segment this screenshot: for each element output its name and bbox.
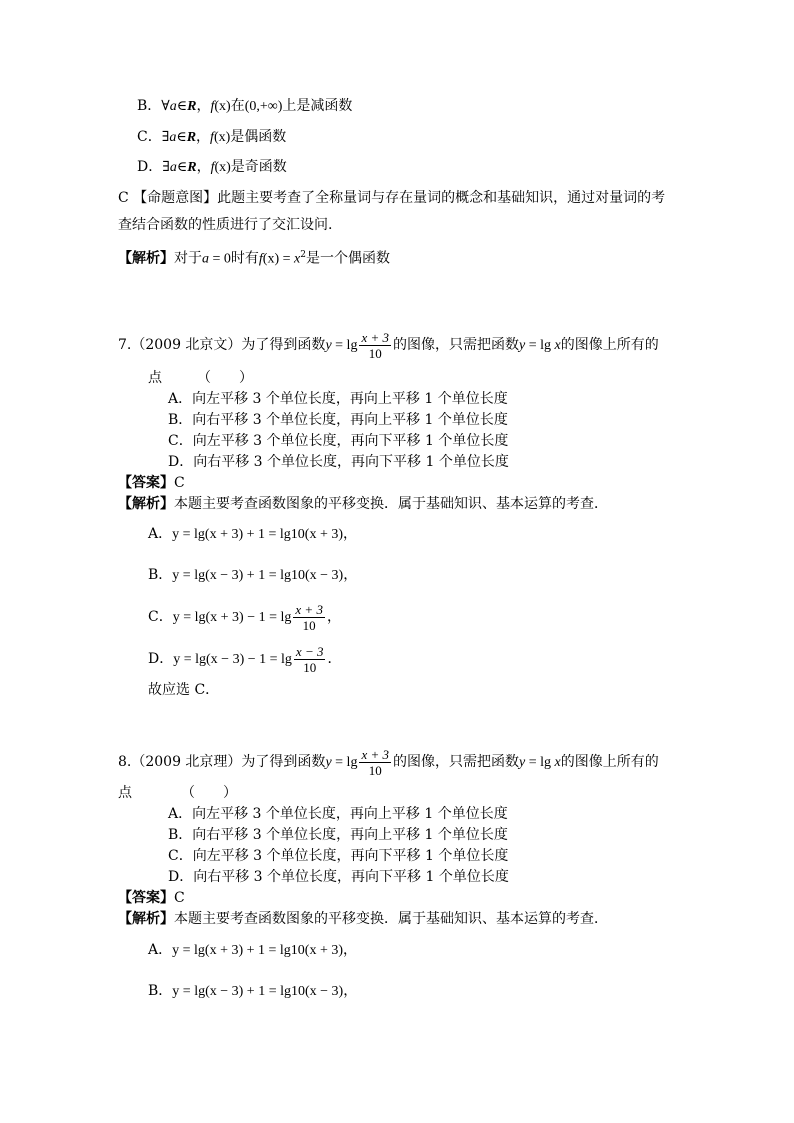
q6-intent-line-2: 查结合函数的性质进行了交汇设问. (118, 217, 333, 233)
q6-option-c: C．∃a∈R，f(x)是偶函数 (137, 129, 287, 145)
q8-solution-a: A．y = lg(x + 3) + 1 = lg10(x + 3)， (148, 942, 358, 958)
q7-solution-a: A．y = lg(x + 3) + 1 = lg10(x + 3)， (148, 526, 358, 542)
q8-analysis: 【解析】本题主要考查函数图象的平移变换．属于基础知识、基本运算的考查． (118, 911, 608, 927)
q8-fraction: $\frac{x + 3}{10}$ (361, 746, 389, 778)
q7-analysis: 【解析】本题主要考查函数图象的平移变换．属于基础知识、基本运算的考查． (118, 496, 608, 512)
q7-option-a: A．向左平移 3 个单位长度，再向上平移 1 个单位长度 (168, 391, 508, 407)
q7-solution-d: D．y = lg(x − 3) − 1 = lg $\frac{x - 3}{10}$ ． (148, 643, 342, 675)
q7-option-d: D．向右平移 3 个单位长度，再向下平移 1 个单位长度 (168, 454, 509, 470)
q7-stem-line-1: 7.（2009 北京文）为了得到函数y = lg $\frac{x + 3}{10}$ 的图像，只需把函数y = lg x的图像上所有的 (118, 329, 659, 361)
q6-analysis: 【解析】对于a = 0时有$f(x) = x^2$是一个偶函数 (118, 250, 390, 267)
q8-option-c: C．向左平移 3 个单位长度，再向下平移 1 个单位长度 (168, 848, 509, 864)
q8-option-a: A．向左平移 3 个单位长度，再向上平移 1 个单位长度 (168, 806, 508, 822)
q8-stem-line-1: 8.（2009 北京理）为了得到函数y = lg $\frac{x + 3}{10}$ 的图像，只需把函数y = lg x的图像上所有的 (118, 746, 659, 778)
q8-solution-b: B．y = lg(x − 3) + 1 = lg10(x − 3)， (148, 983, 358, 999)
q8-option-b: B．向右平移 3 个单位长度，再向上平移 1 个单位长度 (168, 827, 508, 843)
q7-fraction: $\frac{x + 3}{10}$ (361, 329, 389, 361)
q6-option-b: B．∀a∈R，f(x)在(0,+∞)上是减函数 (137, 98, 353, 114)
q7-option-b: B．向右平移 3 个单位长度，再向上平移 1 个单位长度 (168, 412, 508, 428)
q8-stem-line-2: 点 （ ） (118, 785, 237, 801)
q7-stem-line-2: 点 （ ） (148, 370, 253, 386)
q7-solution-c: C．y = lg(x + 3) − 1 = lg $\frac{x + 3}{10}$ ， (148, 601, 341, 633)
q8-option-d: D．向右平移 3 个单位长度，再向下平移 1 个单位长度 (168, 869, 509, 885)
q8-answer: 【答案】C (118, 890, 185, 906)
q7-conclusion: 故应选 C． (148, 682, 220, 698)
q6-intent-line-1: C 【命题意图】此题主要考查了全称量词与存在量词的概念和基础知识，通过对量词的考 (118, 190, 666, 206)
q7-solution-b: B．y = lg(x − 3) + 1 = lg10(x − 3)， (148, 567, 358, 583)
q6-option-d: D．∃a∈R，f(x)是奇函数 (137, 159, 287, 175)
q7-answer: 【答案】C (118, 475, 185, 491)
q7-option-c: C．向左平移 3 个单位长度，再向下平移 1 个单位长度 (168, 433, 509, 449)
